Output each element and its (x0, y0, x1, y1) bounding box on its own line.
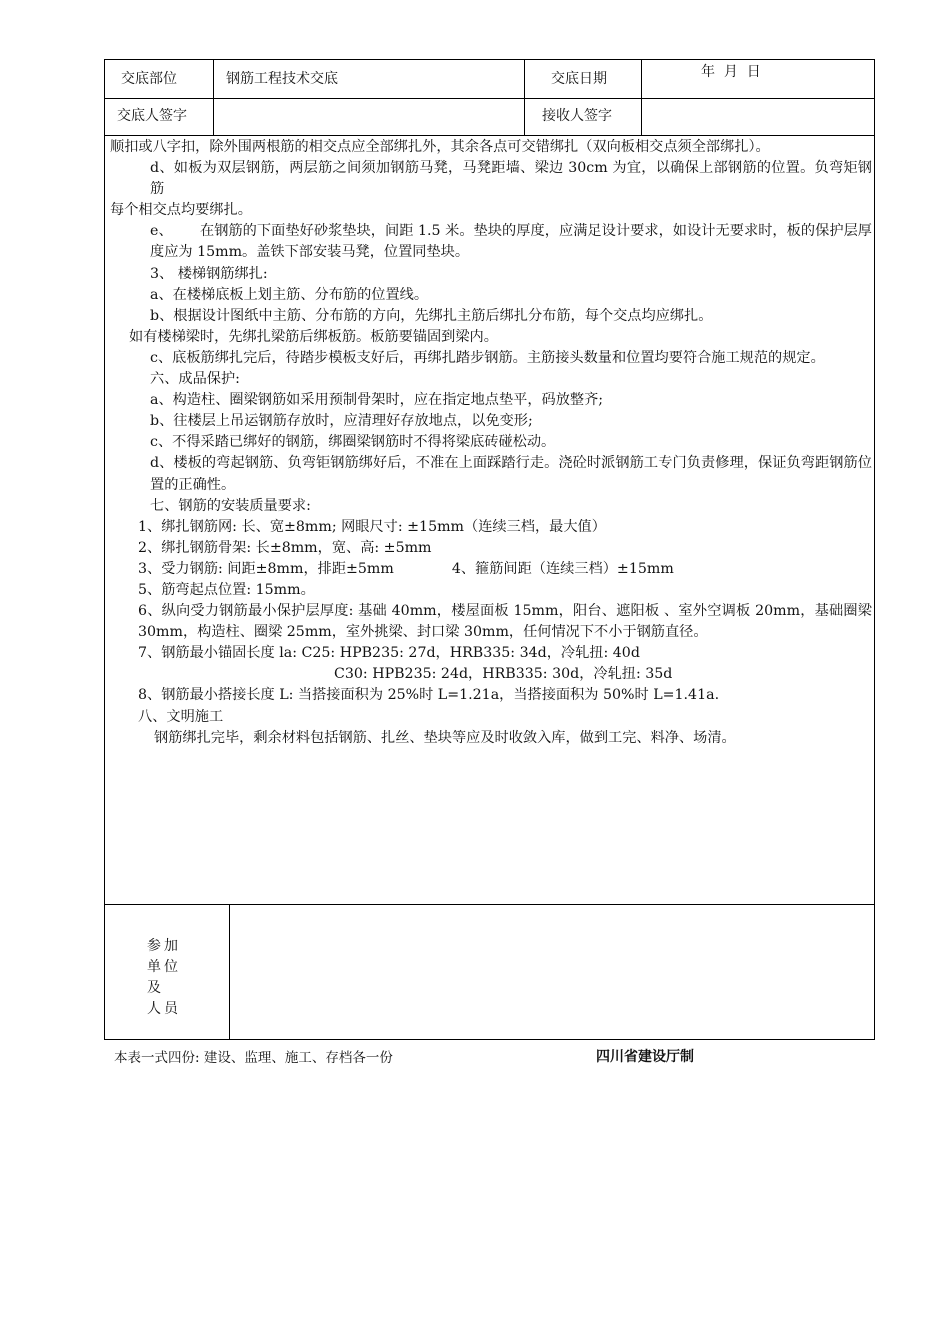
dept-label: 交底部位 (121, 71, 177, 87)
paragraph: d、楼板的弯起钢筋、负弯钜钢筋绑好后，不准在上面踩踏行走。浇砼时派钢筋工专门负责修理，保证负弯距钢筋位置的正确性。 (150, 455, 872, 493)
handover-content (110, 137, 872, 749)
paragraph: 每个相交点均要绑扎。 (110, 202, 252, 219)
date-value: 年 月 日 (701, 64, 761, 80)
col-divider (213, 60, 214, 135)
paragraph: C30: HPB235: 24d，HRB335: 30d，冷轧扭: 35d (334, 666, 673, 683)
paragraph: 6、纵向受力钢筋最小保护层厚度: 基础 40mm，楼屋面板 15mm，阳台、遮阳板 、室外空调板 20mm，基础圈梁 30mm，构造柱、圈梁 25mm，室外挑梁、封口梁 30mm，任何情况下不小于钢筋直径。 (138, 603, 872, 641)
paragraph (110, 559, 872, 580)
signer-label: 交底人签字 (117, 108, 187, 124)
rebar-spacing-tolerance: 3、受力钢筋: 间距±8mm，排距±5mm (138, 560, 394, 577)
paragraph: 1、绑扎钢筋网: 长、宽±8mm; 网眼尺寸: ±15mm（连续三档，最大值） (138, 518, 606, 535)
paragraph: b、往楼层上吊运钢筋存放时，应清理好存放地点，以免变形; (150, 413, 533, 430)
paragraph: c、不得采踏已绑好的钢筋，绑圈梁钢筋时不得将梁底砖碰松动。 (150, 434, 556, 451)
paragraph: 钢筋绑扎完毕，剩余材料包括钢筋、扎丝、垫块等应及时收敛入库，做到工完、料净、场清。 (154, 729, 736, 746)
stirrup-spacing-tolerance: 4、箍筋间距（连续三档）±15mm (451, 560, 674, 577)
date-label: 交底日期 (551, 71, 607, 87)
paragraph: b、根据设计图纸中主筋、分布筋的方向，先绑扎主筋后绑扎分布筋，每个交点均应绑扎。 (150, 307, 713, 324)
col-divider (229, 904, 230, 1040)
paragraph: e、 在钢筋的下面垫好砂浆垫块，间距 1.5 米。垫块的厚度，应满足设计要求，如设计无要求时，板的保护层厚度应为 15mm。盖铁下部安装马凳，位置同垫块。 (150, 223, 872, 261)
receiver-label: 接收人签字 (542, 108, 612, 124)
row-divider (105, 98, 874, 99)
paragraph: 7、钢筋最小锚固长度 la: C25: HPB235: 27d，HRB335: 34d，冷轧扭: 40d (138, 645, 640, 662)
paragraph: 2、绑扎钢筋骨架: 长±8mm，宽、高: ±5mm (138, 539, 432, 556)
dept-value: 钢筋工程技术交底 (226, 71, 338, 87)
paragraph: d、如板为双层钢筋，两层筋之间须加钢筋马凳，马凳距墙、梁边 30cm 为宜，以确保上部钢筋的位置。负弯矩钢筋 (150, 160, 872, 198)
paragraph: a、构造柱、圈梁钢筋如采用预制骨架时，应在指定地点垫平，码放整齐; (150, 392, 604, 409)
participants-label: 参加 单位 及 人员 (147, 938, 181, 1017)
handover-form (104, 59, 875, 1040)
section-heading: 八、文明施工 (138, 708, 224, 725)
paragraph: c、底板筋绑扎完后，待踏步模板支好后，再绑扎踏步钢筋。主筋接头数量和位置均要符合施工规范的规定。 (150, 349, 825, 366)
paragraph: 顺扣或八字扣，除外围两根筋的相交点应全部绑扎外，其余各点可交错绑扎（双向板相交点须全部绑扎）。 (110, 139, 770, 155)
col-divider (641, 60, 642, 135)
row-divider (105, 904, 874, 905)
paragraph: 如有楼梯梁时，先绑扎梁筋后绑板筋。板筋要锚固到梁内。 (129, 328, 498, 345)
section-heading: 3、 楼梯钢筋绑扎: (150, 265, 268, 282)
section-heading: 七、钢筋的安装质量要求: (150, 497, 311, 514)
paragraph: 8、钢筋最小搭接长度 L: 当搭接面积为 25%时 L=1.21a，当搭接面积为 50%时 L=1.41a. (138, 687, 720, 704)
section-heading: 六、成品保护: (150, 371, 240, 388)
col-divider (524, 60, 525, 135)
paragraph: a、在楼梯底板上划主筋、分布筋的位置线。 (150, 286, 429, 303)
copies-note: 本表一式四份: 建设、监理、施工、存档各一份 (114, 1050, 393, 1066)
row-divider (105, 135, 874, 136)
issuer: 四川省建设厅制 (596, 1049, 694, 1065)
paragraph: 5、筋弯起点位置: 15mm。 (138, 581, 315, 598)
